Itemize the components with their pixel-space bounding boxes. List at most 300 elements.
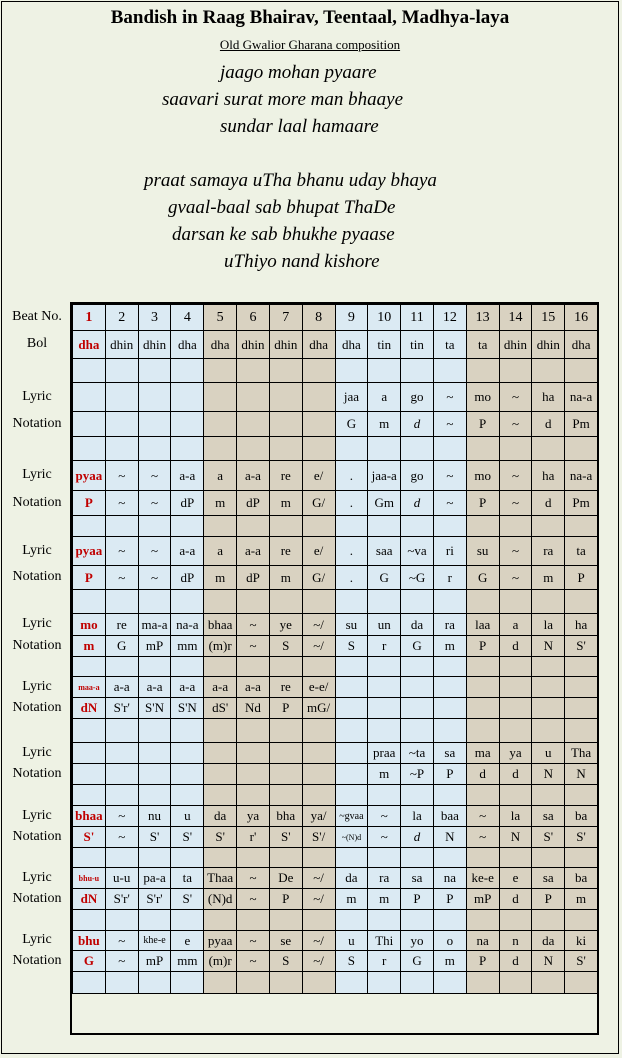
- notation-cell: ~: [138, 566, 171, 590]
- lyric-cell: [105, 383, 138, 412]
- notation-cell: m: [204, 566, 237, 590]
- spacer-cell: [269, 719, 302, 743]
- spacer-cell: [565, 590, 598, 614]
- notation-cell: m: [269, 491, 302, 516]
- notation-cell: G/: [302, 566, 335, 590]
- spacer-cell: [466, 910, 499, 931]
- spacer-cell: [401, 516, 434, 537]
- spacer-cell: [237, 657, 270, 677]
- notation-cell: [138, 412, 171, 437]
- spacer-cell: [466, 657, 499, 677]
- spacer-cell: [401, 972, 434, 994]
- lyric-cell: e-e/: [302, 677, 335, 698]
- spacer-cell: [204, 590, 237, 614]
- grid-row-notation: [73, 412, 598, 437]
- grid-row-lyric: [73, 931, 598, 951]
- notation-cell: Pm: [565, 412, 598, 437]
- spacer-cell: [401, 848, 434, 868]
- spacer-cell: [73, 785, 106, 806]
- lyric-cell: [138, 383, 171, 412]
- lyric-cell: re: [269, 537, 302, 566]
- notation-cell: S: [335, 636, 368, 657]
- lyric-cell: un: [368, 614, 401, 636]
- notation-cell: S: [269, 951, 302, 972]
- lyric-cell: ~: [105, 461, 138, 491]
- lyric-cell: ~: [237, 868, 270, 889]
- notation-cell: [171, 412, 204, 437]
- lyric-cell: saa: [368, 537, 401, 566]
- lyric-cell: sa: [401, 868, 434, 889]
- spacer-cell: [433, 590, 466, 614]
- spacer-cell: [401, 590, 434, 614]
- bol-cell: dha: [204, 331, 237, 359]
- notation-cell: G: [401, 951, 434, 972]
- lyric-cell: [204, 383, 237, 412]
- grid-row-notation: [73, 764, 598, 785]
- notation-cell: N: [532, 764, 565, 785]
- spacer-cell: [171, 437, 204, 461]
- lyric-cell: a-a: [138, 677, 171, 698]
- notation-cell: S': [532, 827, 565, 848]
- notation-cell: dP: [171, 566, 204, 590]
- notation-cell: N: [532, 951, 565, 972]
- notation-cell: d: [532, 412, 565, 437]
- spacer-cell: [565, 972, 598, 994]
- spacer-cell: [433, 359, 466, 383]
- beat-row-label: Beat No.: [12, 309, 62, 324]
- notation-cell: r: [368, 636, 401, 657]
- lyric-cell: ta: [171, 868, 204, 889]
- spacer-cell: [138, 972, 171, 994]
- notation-cell: ~/: [302, 951, 335, 972]
- lyric-cell: [73, 743, 106, 764]
- spacer-cell: [204, 972, 237, 994]
- notation-cell: [335, 764, 368, 785]
- lyric-cell: sa: [532, 868, 565, 889]
- spacer-cell: [138, 785, 171, 806]
- notation-cell: d: [401, 827, 434, 848]
- notation-cell: [302, 764, 335, 785]
- spacer-cell: [105, 719, 138, 743]
- notation-cell: P: [401, 889, 434, 910]
- notation-cell: dP: [237, 491, 270, 516]
- lyric-cell: [335, 743, 368, 764]
- spacer-cell: [335, 719, 368, 743]
- lyric-cell: la: [401, 806, 434, 827]
- notation-cell: ~: [499, 412, 532, 437]
- lyric-cell: se: [269, 931, 302, 951]
- bol-cell: dhin: [499, 331, 532, 359]
- lyric-cell: ~: [499, 537, 532, 566]
- lyric-cell: a: [204, 461, 237, 491]
- grid-row-notation: [73, 491, 598, 516]
- beat-number-cell: 16: [565, 305, 598, 331]
- notation-cell: G: [335, 412, 368, 437]
- lyric-line: sundar laal hamaare: [220, 116, 379, 137]
- notation-cell: mm: [171, 636, 204, 657]
- spacer-cell: [105, 437, 138, 461]
- lyric-cell: ~: [237, 614, 270, 636]
- grid-row-lyric: [73, 383, 598, 412]
- notation-cell: ~: [237, 951, 270, 972]
- spacer-cell: [302, 590, 335, 614]
- spacer-cell: [204, 910, 237, 931]
- spacer-cell: [368, 657, 401, 677]
- lyric-cell: ~/: [302, 614, 335, 636]
- spacer-cell: [237, 359, 270, 383]
- spacer-cell: [171, 910, 204, 931]
- grid-row-lyric: [73, 868, 598, 889]
- spacer-cell: [401, 910, 434, 931]
- grid-row-lyric: [73, 806, 598, 827]
- lyric-cell: Thaa: [204, 868, 237, 889]
- notation-cell: d: [499, 889, 532, 910]
- notation-cell: m: [368, 889, 401, 910]
- notation-cell: ~: [368, 827, 401, 848]
- bol-cell: dhin: [532, 331, 565, 359]
- lyric-cell: a: [368, 383, 401, 412]
- notation-cell: Nd: [237, 698, 270, 719]
- spacer-cell: [335, 437, 368, 461]
- lyric-cell: [433, 677, 466, 698]
- notation-cell: mP: [138, 951, 171, 972]
- lyric-cell: pyaa: [73, 537, 106, 566]
- lyric-cell: baa: [433, 806, 466, 827]
- lyric-cell: nu: [138, 806, 171, 827]
- notation-cell: S': [565, 636, 598, 657]
- notation-cell: d: [499, 951, 532, 972]
- beat-number-cell: 1: [73, 305, 106, 331]
- grid-row-gap: [73, 785, 598, 806]
- spacer-cell: [532, 910, 565, 931]
- bol-cell: tin: [368, 331, 401, 359]
- lyric-cell: ~: [237, 931, 270, 951]
- lyric-cell: .: [335, 461, 368, 491]
- lyric-cell: go: [401, 383, 434, 412]
- spacer-cell: [269, 590, 302, 614]
- lyric-cell: ~: [499, 461, 532, 491]
- spacer-cell: [105, 359, 138, 383]
- bol-cell: ta: [466, 331, 499, 359]
- page-subtitle: Old Gwalior Gharana composition: [219, 37, 401, 52]
- beat-number-cell: 5: [204, 305, 237, 331]
- lyric-cell: [499, 677, 532, 698]
- notation-cell: P: [466, 412, 499, 437]
- spacer-cell: [565, 516, 598, 537]
- lyric-cell: e: [499, 868, 532, 889]
- notation-cell: m: [204, 491, 237, 516]
- spacer-cell: [401, 785, 434, 806]
- grid-row-lyric: [73, 677, 598, 698]
- lyric-cell: a-a: [204, 677, 237, 698]
- lyric-cell: n: [499, 931, 532, 951]
- spacer-cell: [269, 437, 302, 461]
- bol-cell: dha: [335, 331, 368, 359]
- lyric-cell: ra: [368, 868, 401, 889]
- spacer-cell: [499, 437, 532, 461]
- lyric-cell: ~ta: [401, 743, 434, 764]
- lyric-cell: na: [466, 931, 499, 951]
- lyric-cell: a-a: [171, 677, 204, 698]
- spacer-cell: [73, 437, 106, 461]
- notation-cell: [466, 698, 499, 719]
- spacer-cell: [105, 657, 138, 677]
- beat-number-cell: 15: [532, 305, 565, 331]
- notation-cell: P: [466, 491, 499, 516]
- notation-cell: dN: [73, 698, 106, 719]
- notation-cell: P: [466, 951, 499, 972]
- notation-cell: P: [433, 764, 466, 785]
- notation-cell: G: [73, 951, 106, 972]
- notation-cell: m: [433, 636, 466, 657]
- notation-cell: G: [105, 636, 138, 657]
- spacer-cell: [171, 359, 204, 383]
- lyric-cell: ye: [269, 614, 302, 636]
- notation-cell: P: [269, 889, 302, 910]
- spacer-cell: [105, 516, 138, 537]
- spacer-cell: [565, 437, 598, 461]
- lyric-line: darsan ke sab bhukhe pyaase: [172, 224, 395, 245]
- spacer-cell: [269, 516, 302, 537]
- lyric-cell: bhaa: [73, 806, 106, 827]
- spacer-cell: [204, 848, 237, 868]
- notation-cell: S'/: [302, 827, 335, 848]
- notation-cell: N: [565, 764, 598, 785]
- spacer-cell: [433, 910, 466, 931]
- spacer-cell: [532, 719, 565, 743]
- notation-cell: [204, 764, 237, 785]
- lyric-cell: [269, 743, 302, 764]
- grid-row-bol: [73, 331, 598, 359]
- notation-cell: d: [466, 764, 499, 785]
- notation-cell: N: [532, 636, 565, 657]
- spacer-cell: [401, 359, 434, 383]
- lyric-cell: mo: [466, 383, 499, 412]
- notation-cell: S'N: [171, 698, 204, 719]
- lyric-cell: Thi: [368, 931, 401, 951]
- notation-cell: [269, 764, 302, 785]
- grid-row-notation: [73, 889, 598, 910]
- lyric-cell: ra: [532, 537, 565, 566]
- grid-row-lyric: [73, 461, 598, 491]
- spacer-cell: [335, 848, 368, 868]
- notation-cell: d: [401, 491, 434, 516]
- notation-cell: ~: [237, 636, 270, 657]
- spacer-cell: [138, 516, 171, 537]
- grid-row-gap: [73, 516, 598, 537]
- lyric-cell: o: [433, 931, 466, 951]
- spacer-cell: [171, 972, 204, 994]
- spacer-cell: [105, 785, 138, 806]
- grid-row-notation: [73, 636, 598, 657]
- lyric-cell: ya: [499, 743, 532, 764]
- bol-cell: dha: [302, 331, 335, 359]
- spacer-cell: [73, 719, 106, 743]
- notation-cell: S': [171, 827, 204, 848]
- beat-number-cell: 7: [269, 305, 302, 331]
- grid-row-lyric: [73, 614, 598, 636]
- lyric-cell: a-a: [237, 677, 270, 698]
- spacer-cell: [105, 972, 138, 994]
- notation-row-label: Notation: [12, 569, 62, 584]
- spacer-cell: [105, 590, 138, 614]
- notation-cell: mG/: [302, 698, 335, 719]
- notation-cell: m: [269, 566, 302, 590]
- notation-cell: P: [73, 491, 106, 516]
- lyric-cell: [171, 383, 204, 412]
- notation-cell: G/: [302, 491, 335, 516]
- beat-number-cell: 6: [237, 305, 270, 331]
- lyric-cell: pa-a: [138, 868, 171, 889]
- notation-cell: [532, 698, 565, 719]
- spacer-cell: [565, 657, 598, 677]
- spacer-cell: [171, 657, 204, 677]
- lyric-cell: ha: [565, 614, 598, 636]
- lyric-cell: [204, 743, 237, 764]
- notation-cell: G: [401, 636, 434, 657]
- lyric-cell: ~: [105, 931, 138, 951]
- spacer-cell: [532, 785, 565, 806]
- lyric-cell: sa: [433, 743, 466, 764]
- notation-cell: dP: [237, 566, 270, 590]
- bol-row-label: Bol: [26, 336, 48, 351]
- spacer-cell: [368, 848, 401, 868]
- lyric-cell: ha: [532, 383, 565, 412]
- spacer-cell: [466, 437, 499, 461]
- notation-cell: m: [73, 636, 106, 657]
- lyric-cell: [368, 677, 401, 698]
- grid-row-gap: [73, 657, 598, 677]
- grid-row-gap: [73, 910, 598, 931]
- lyric-cell: .: [335, 537, 368, 566]
- spacer-cell: [269, 910, 302, 931]
- spacer-cell: [466, 719, 499, 743]
- spacer-cell: [565, 785, 598, 806]
- notation-cell: S: [269, 636, 302, 657]
- spacer-cell: [73, 910, 106, 931]
- lyric-cell: [237, 383, 270, 412]
- spacer-cell: [433, 437, 466, 461]
- spacer-cell: [302, 785, 335, 806]
- notation-cell: S': [73, 827, 106, 848]
- grid-row-gap: [73, 359, 598, 383]
- notation-cell: r': [237, 827, 270, 848]
- lyric-cell: [302, 383, 335, 412]
- spacer-cell: [302, 437, 335, 461]
- notation-cell: [105, 412, 138, 437]
- notation-cell: S': [138, 827, 171, 848]
- notation-row-label: Notation: [12, 828, 62, 844]
- spacer-cell: [73, 848, 106, 868]
- lyric-cell: khe-e: [138, 931, 171, 951]
- lyric-cell: e: [171, 931, 204, 951]
- bol-cell: dha: [171, 331, 204, 359]
- lyric-cell: a-a: [171, 537, 204, 566]
- notation-cell: S': [269, 827, 302, 848]
- spacer-cell: [433, 719, 466, 743]
- lyric-cell: ke-e: [466, 868, 499, 889]
- spacer-cell: [204, 359, 237, 383]
- grid-row-notation: [73, 698, 598, 719]
- notation-cell: ~: [138, 491, 171, 516]
- lyric-cell: ~: [499, 383, 532, 412]
- lyric-cell: u-u: [105, 868, 138, 889]
- lyric-cell: bhaa: [204, 614, 237, 636]
- notation-cell: P: [565, 566, 598, 590]
- lyric-cell: ~: [433, 461, 466, 491]
- lyric-cell: re: [269, 677, 302, 698]
- notation-cell: ~: [433, 412, 466, 437]
- spacer-cell: [204, 437, 237, 461]
- spacer-cell: [433, 848, 466, 868]
- lyric-cell: mo: [73, 614, 106, 636]
- spacer-cell: [302, 910, 335, 931]
- lyric-cell: a-a: [237, 461, 270, 491]
- spacer-cell: [335, 785, 368, 806]
- spacer-cell: [138, 719, 171, 743]
- spacer-cell: [368, 359, 401, 383]
- spacer-cell: [401, 719, 434, 743]
- notation-cell: P: [433, 889, 466, 910]
- lyric-cell: da: [335, 868, 368, 889]
- lyric-cell: ~: [466, 806, 499, 827]
- spacer-cell: [105, 910, 138, 931]
- lyric-cell: ya: [237, 806, 270, 827]
- grid-row-gap: [73, 972, 598, 994]
- lyric-cell: jaa-a: [368, 461, 401, 491]
- spacer-cell: [466, 359, 499, 383]
- grid-row-notation: [73, 566, 598, 590]
- spacer-cell: [499, 590, 532, 614]
- notation-row-label: Notation: [12, 494, 62, 510]
- spacer-cell: [499, 516, 532, 537]
- spacer-cell: [532, 590, 565, 614]
- spacer-cell: [466, 785, 499, 806]
- lyric-cell: ~gvaa: [335, 806, 368, 827]
- notation-cell: S'r': [105, 889, 138, 910]
- lyric-cell: na-a: [565, 383, 598, 412]
- spacer-cell: [269, 359, 302, 383]
- spacer-cell: [532, 848, 565, 868]
- spacer-cell: [204, 719, 237, 743]
- spacer-cell: [237, 848, 270, 868]
- bol-cell: dhin: [105, 331, 138, 359]
- notation-cell: ~: [105, 951, 138, 972]
- lyric-cell: yo: [401, 931, 434, 951]
- notation-cell: S': [565, 951, 598, 972]
- grid-row-gap: [73, 848, 598, 868]
- lyric-cell: ~: [105, 806, 138, 827]
- spacer-cell: [73, 972, 106, 994]
- notation-cell: [335, 698, 368, 719]
- spacer-cell: [269, 785, 302, 806]
- lyric-cell: a-a: [105, 677, 138, 698]
- spacer-cell: [499, 785, 532, 806]
- lyric-row-label: Lyric: [22, 744, 52, 760]
- spacer-cell: [565, 848, 598, 868]
- notation-cell: [237, 764, 270, 785]
- spacer-cell: [302, 657, 335, 677]
- lyric-cell: laa: [466, 614, 499, 636]
- notation-cell: ~: [499, 566, 532, 590]
- notation-cell: m: [532, 566, 565, 590]
- lyric-row-label: Lyric: [22, 932, 52, 947]
- notation-cell: (m)r: [204, 951, 237, 972]
- spacer-cell: [401, 437, 434, 461]
- lyric-cell: maa-a: [73, 677, 106, 698]
- lyric-cell: a-a: [171, 461, 204, 491]
- notation-cell: mP: [138, 636, 171, 657]
